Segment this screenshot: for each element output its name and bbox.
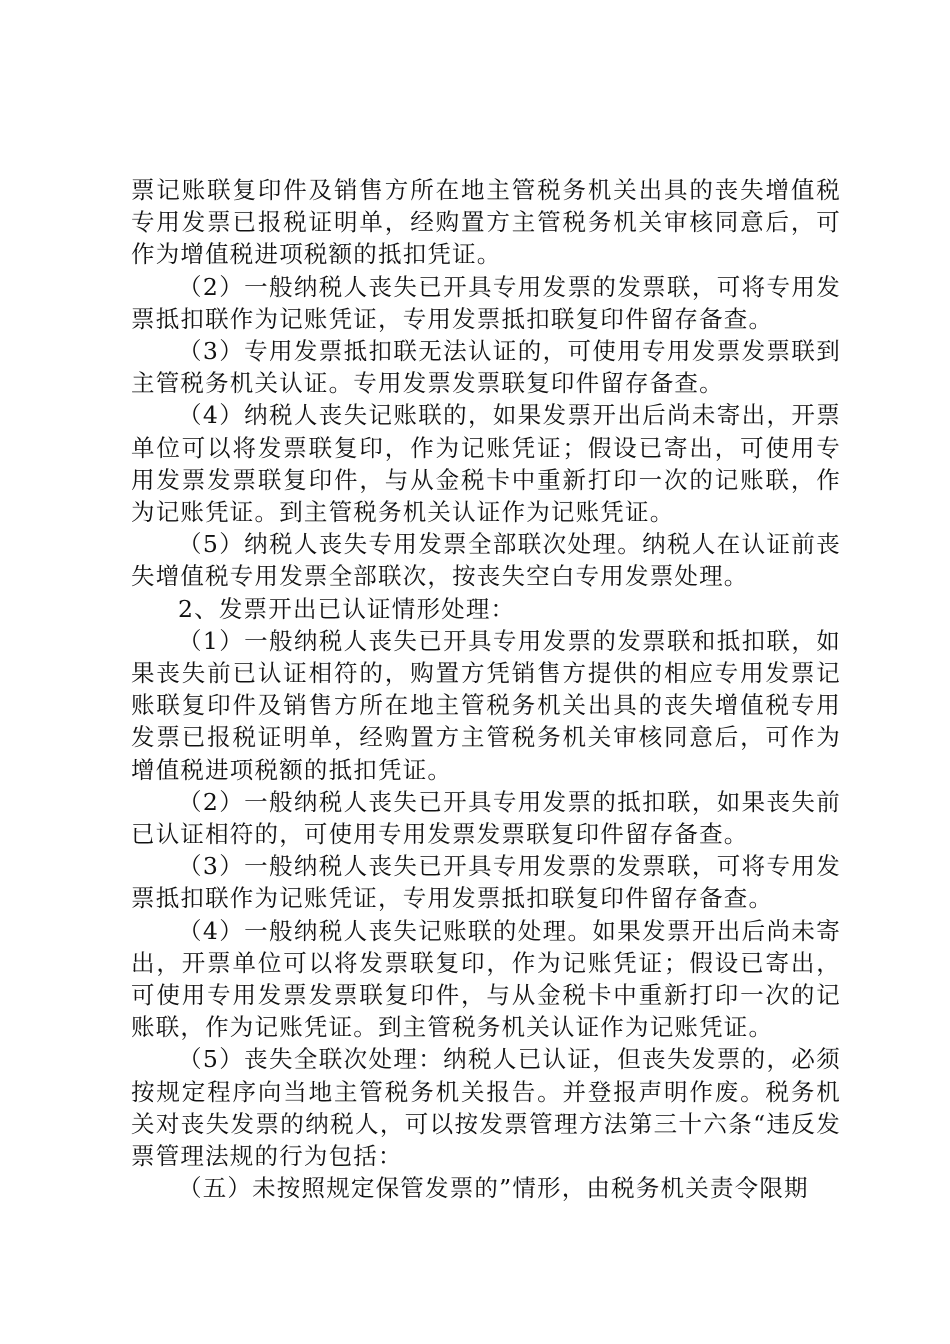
paragraph-item-3: （3）专用发票抵扣联无法认证的，可使用专用发票发票联到主管税务机关认证。专用发票发票联复印件留存备查。 [131, 337, 841, 398]
paragraph-section2-item-5: （5）丧失全联次处理：纳税人已认证，但丧失发票的，必须按规定程序向当地主管税务机关报告。并登报声明作废。税务机关对丧失发票的纳税人，可以按发票管理方法第三十六条“违反发票管理法规的行为包括： [131, 1045, 841, 1171]
paragraph-section2-item-4: （4）一般纳税人丧失记账联的处理。如果发票开出后尚未寄出，开票单位可以将发票联复印，作为记账凭证；假设已寄出，可使用专用发票发票联复印件，与从金税卡中重新打印一次的记账联，作为记账凭证。到主管税务机关认证作为记账凭证。 [131, 916, 841, 1042]
document-body [131, 174, 841, 1205]
paragraph-item-2: （2）一般纳税人丧失已开具专用发票的发票联，可将专用发票抵扣联作为记账凭证，专用发票抵扣联复印件留存备查。 [131, 272, 841, 333]
paragraph-quoted-item: （五）未按照规定保管发票的”情形，由税务机关责令限期 [178, 1174, 809, 1203]
paragraph-section2-item-2: （2）一般纳税人丧失已开具专用发票的抵扣联，如果丧失前已认证相符的，可使用专用发票发票联复印件留存备查。 [131, 787, 841, 849]
paragraph-continuation: 票记账联复印件及销售方所在地主管税务机关出具的丧失增值税专用发票已报税证明单，经购置方主管税务机关审核同意后，可作为增值税进项税额的抵扣凭证。 [131, 176, 841, 269]
paragraph-item-4: （4）纳税人丧失记账联的，如果发票开出后尚未寄出，开票单位可以将发票联复印，作为记账凭证；假设已寄出，可使用专用发票发票联复印件，与从金税卡中重新打印一次的记账联，作为记账凭证。到主管税务机关认证作为记账凭证。 [131, 401, 841, 527]
paragraph-section2-item-1: （1）一般纳税人丧失已开具专用发票的发票联和抵扣联，如果丧失前已认证相符的，购置方凭销售方提供的相应专用发票记账联复印件及销售方所在地主管税务机关出具的丧失增值税专用发票已报税证明单，经购置方主管税务机关审核同意后，可作为增值税进项税额的抵扣凭证。 [131, 626, 841, 784]
paragraph-item-5: （5）纳税人丧失专用发票全部联次处理。纳税人在认证前丧失增值税专用发票全部联次，按丧失空白专用发票处理。 [131, 530, 841, 591]
section-heading-2: 2、发票开出已认证情形处理： [178, 594, 516, 623]
paragraph-section2-item-3: （3）一般纳税人丧失已开具专用发票的发票联，可将专用发票抵扣联作为记账凭证，专用发票抵扣联复印件留存备查。 [131, 852, 841, 913]
